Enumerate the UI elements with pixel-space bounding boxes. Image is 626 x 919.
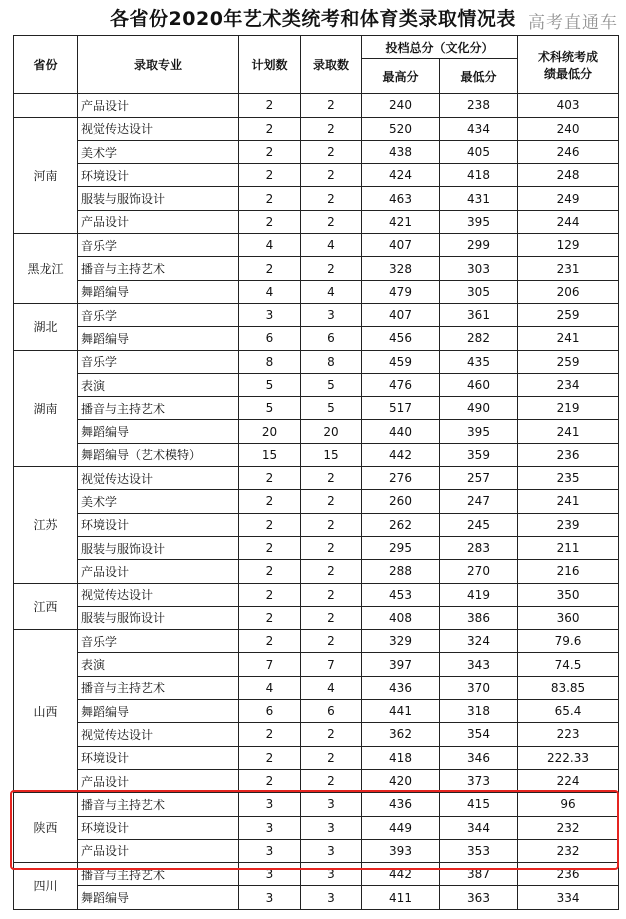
max-score-cell: 408	[362, 606, 440, 629]
min-score-cell: 418	[440, 164, 518, 187]
plan-cell: 3	[239, 816, 301, 839]
major-cell: 舞蹈编导	[78, 886, 239, 909]
art-min-score-cell: 232	[518, 816, 619, 839]
min-score-cell: 318	[440, 700, 518, 723]
admitted-cell: 3	[301, 839, 362, 862]
art-min-score-cell: 236	[518, 863, 619, 886]
admitted-cell: 3	[301, 303, 362, 326]
min-score-cell: 435	[440, 350, 518, 373]
admitted-cell: 4	[301, 280, 362, 303]
table-row	[14, 513, 619, 536]
major-cell: 舞蹈编导	[78, 280, 239, 303]
table-row	[14, 676, 619, 699]
admitted-cell: 3	[301, 816, 362, 839]
table-row	[14, 140, 619, 163]
plan-cell: 8	[239, 350, 301, 373]
plan-cell: 2	[239, 187, 301, 210]
major-cell: 产品设计	[78, 210, 239, 233]
plan-cell: 4	[239, 280, 301, 303]
admitted-cell: 2	[301, 513, 362, 536]
admitted-cell: 2	[301, 536, 362, 559]
table-row	[14, 700, 619, 723]
max-score-cell: 459	[362, 350, 440, 373]
major-cell: 视觉传达设计	[78, 117, 239, 140]
max-score-cell: 329	[362, 630, 440, 653]
art-min-score-cell: 65.4	[518, 700, 619, 723]
min-score-cell: 361	[440, 303, 518, 326]
table-row	[14, 606, 619, 629]
header-min: 最低分	[440, 59, 518, 94]
min-score-cell: 247	[440, 490, 518, 513]
plan-cell: 7	[239, 653, 301, 676]
min-score-cell: 353	[440, 839, 518, 862]
table-row	[14, 164, 619, 187]
table-row	[14, 257, 619, 280]
min-score-cell: 370	[440, 676, 518, 699]
max-score-cell: 260	[362, 490, 440, 513]
major-cell: 环境设计	[78, 164, 239, 187]
province-cell: 湖北	[14, 303, 78, 350]
province-cell: 山西	[14, 630, 78, 793]
min-score-cell: 299	[440, 234, 518, 257]
table-row	[14, 443, 619, 466]
table-row	[14, 490, 619, 513]
major-cell: 服装与服饰设计	[78, 187, 239, 210]
header-total-score: 投档总分（文化分）	[362, 36, 518, 59]
min-score-cell: 405	[440, 140, 518, 163]
min-score-cell: 257	[440, 467, 518, 490]
plan-cell: 15	[239, 443, 301, 466]
table-row	[14, 746, 619, 769]
max-score-cell: 463	[362, 187, 440, 210]
admitted-cell: 2	[301, 583, 362, 606]
art-min-score-cell: 360	[518, 606, 619, 629]
min-score-cell: 346	[440, 746, 518, 769]
admitted-cell: 2	[301, 117, 362, 140]
max-score-cell: 479	[362, 280, 440, 303]
admitted-cell: 4	[301, 234, 362, 257]
min-score-cell: 419	[440, 583, 518, 606]
table-row	[14, 816, 619, 839]
max-score-cell: 418	[362, 746, 440, 769]
table-row	[14, 327, 619, 350]
max-score-cell: 328	[362, 257, 440, 280]
max-score-cell: 520	[362, 117, 440, 140]
table-row	[14, 560, 619, 583]
max-score-cell: 240	[362, 94, 440, 117]
table-row	[14, 94, 619, 117]
major-cell: 产品设计	[78, 769, 239, 792]
min-score-cell: 386	[440, 606, 518, 629]
art-min-score-cell: 259	[518, 303, 619, 326]
max-score-cell: 397	[362, 653, 440, 676]
major-cell: 音乐学	[78, 303, 239, 326]
watermark: 高考直通车	[528, 13, 618, 33]
plan-cell: 2	[239, 513, 301, 536]
major-cell: 舞蹈编导	[78, 700, 239, 723]
major-cell: 产品设计	[78, 560, 239, 583]
admitted-cell: 6	[301, 700, 362, 723]
art-min-score-cell: 224	[518, 769, 619, 792]
table-row	[14, 187, 619, 210]
major-cell: 产品设计	[78, 839, 239, 862]
max-score-cell: 441	[362, 700, 440, 723]
table-row	[14, 420, 619, 443]
min-score-cell: 434	[440, 117, 518, 140]
plan-cell: 2	[239, 560, 301, 583]
major-cell: 播音与主持艺术	[78, 863, 239, 886]
art-min-score-cell: 83.85	[518, 676, 619, 699]
admitted-cell: 3	[301, 793, 362, 816]
major-cell: 音乐学	[78, 234, 239, 257]
major-cell: 音乐学	[78, 350, 239, 373]
admission-table	[13, 35, 619, 910]
max-score-cell: 517	[362, 397, 440, 420]
plan-cell: 6	[239, 327, 301, 350]
admitted-cell: 20	[301, 420, 362, 443]
province-cell: 湖南	[14, 350, 78, 466]
header-plan: 计划数	[239, 36, 301, 94]
max-score-cell: 436	[362, 793, 440, 816]
admitted-cell: 2	[301, 94, 362, 117]
province-cell: 黑龙江	[14, 234, 78, 304]
major-cell: 播音与主持艺术	[78, 793, 239, 816]
province-cell: 江苏	[14, 467, 78, 583]
major-cell: 舞蹈编导（艺术模特）	[78, 443, 239, 466]
table-row	[14, 117, 619, 140]
admitted-cell: 5	[301, 397, 362, 420]
plan-cell: 2	[239, 606, 301, 629]
table-row	[14, 886, 619, 909]
province-cell: 陕西	[14, 793, 78, 863]
max-score-cell: 411	[362, 886, 440, 909]
max-score-cell: 276	[362, 467, 440, 490]
plan-cell: 3	[239, 793, 301, 816]
max-score-cell: 295	[362, 536, 440, 559]
plan-cell: 2	[239, 630, 301, 653]
header-art-min: 术科统考成绩最低分	[518, 36, 619, 94]
admitted-cell: 3	[301, 886, 362, 909]
table-row	[14, 863, 619, 886]
plan-cell: 2	[239, 94, 301, 117]
art-min-score-cell: 211	[518, 536, 619, 559]
max-score-cell: 421	[362, 210, 440, 233]
art-min-score-cell: 403	[518, 94, 619, 117]
admitted-cell: 2	[301, 164, 362, 187]
header-max: 最高分	[362, 59, 440, 94]
art-min-score-cell: 222.33	[518, 746, 619, 769]
table-row	[14, 234, 619, 257]
plan-cell: 2	[239, 140, 301, 163]
table-row	[14, 536, 619, 559]
min-score-cell: 431	[440, 187, 518, 210]
table-row	[14, 653, 619, 676]
max-score-cell: 420	[362, 769, 440, 792]
plan-cell: 2	[239, 210, 301, 233]
min-score-cell: 415	[440, 793, 518, 816]
major-cell: 音乐学	[78, 630, 239, 653]
art-min-score-cell: 129	[518, 234, 619, 257]
table-row	[14, 630, 619, 653]
major-cell: 播音与主持艺术	[78, 676, 239, 699]
admitted-cell: 2	[301, 187, 362, 210]
plan-cell: 2	[239, 536, 301, 559]
plan-cell: 2	[239, 723, 301, 746]
major-cell: 环境设计	[78, 746, 239, 769]
min-score-cell: 343	[440, 653, 518, 676]
art-min-score-cell: 74.5	[518, 653, 619, 676]
header-admitted: 录取数	[301, 36, 362, 94]
admitted-cell: 2	[301, 630, 362, 653]
admitted-cell: 2	[301, 490, 362, 513]
art-min-score-cell: 232	[518, 839, 619, 862]
table-row	[14, 467, 619, 490]
max-score-cell: 424	[362, 164, 440, 187]
plan-cell: 6	[239, 700, 301, 723]
max-score-cell: 440	[362, 420, 440, 443]
art-min-score-cell: 79.6	[518, 630, 619, 653]
admitted-cell: 2	[301, 210, 362, 233]
plan-cell: 3	[239, 303, 301, 326]
art-min-score-cell: 234	[518, 373, 619, 396]
major-cell: 服装与服饰设计	[78, 606, 239, 629]
max-score-cell: 362	[362, 723, 440, 746]
major-cell: 舞蹈编导	[78, 420, 239, 443]
table-row	[14, 280, 619, 303]
major-cell: 视觉传达设计	[78, 467, 239, 490]
major-cell: 视觉传达设计	[78, 583, 239, 606]
province-cell: 四川	[14, 863, 78, 910]
min-score-cell: 303	[440, 257, 518, 280]
art-min-score-cell: 239	[518, 513, 619, 536]
table-row	[14, 793, 619, 816]
min-score-cell: 395	[440, 420, 518, 443]
plan-cell: 2	[239, 746, 301, 769]
admitted-cell: 4	[301, 676, 362, 699]
art-min-score-cell: 216	[518, 560, 619, 583]
min-score-cell: 373	[440, 769, 518, 792]
art-min-score-cell: 96	[518, 793, 619, 816]
plan-cell: 2	[239, 117, 301, 140]
table-row	[14, 210, 619, 233]
max-score-cell: 442	[362, 863, 440, 886]
province-cell	[14, 94, 78, 117]
major-cell: 美术学	[78, 140, 239, 163]
art-min-score-cell: 249	[518, 187, 619, 210]
plan-cell: 3	[239, 863, 301, 886]
art-min-score-cell: 259	[518, 350, 619, 373]
art-min-score-cell: 334	[518, 886, 619, 909]
max-score-cell: 262	[362, 513, 440, 536]
plan-cell: 3	[239, 839, 301, 862]
table-row	[14, 839, 619, 862]
max-score-cell: 442	[362, 443, 440, 466]
table-row	[14, 769, 619, 792]
province-cell: 江西	[14, 583, 78, 630]
table-row	[14, 373, 619, 396]
page-title: 各省份2020年艺术类统考和体育类录取情况表	[110, 8, 516, 30]
table-row	[14, 303, 619, 326]
max-score-cell: 436	[362, 676, 440, 699]
art-min-score-cell: 350	[518, 583, 619, 606]
major-cell: 环境设计	[78, 816, 239, 839]
art-min-score-cell: 219	[518, 397, 619, 420]
table-row	[14, 723, 619, 746]
admitted-cell: 2	[301, 140, 362, 163]
art-min-score-cell: 231	[518, 257, 619, 280]
min-score-cell: 460	[440, 373, 518, 396]
admitted-cell: 2	[301, 560, 362, 583]
admitted-cell: 15	[301, 443, 362, 466]
plan-cell: 2	[239, 769, 301, 792]
admitted-cell: 6	[301, 327, 362, 350]
max-score-cell: 407	[362, 303, 440, 326]
major-cell: 舞蹈编导	[78, 327, 239, 350]
admitted-cell: 2	[301, 606, 362, 629]
admitted-cell: 2	[301, 723, 362, 746]
plan-cell: 2	[239, 583, 301, 606]
plan-cell: 20	[239, 420, 301, 443]
admitted-cell: 2	[301, 467, 362, 490]
admitted-cell: 8	[301, 350, 362, 373]
plan-cell: 3	[239, 886, 301, 909]
art-min-score-cell: 241	[518, 420, 619, 443]
max-score-cell: 456	[362, 327, 440, 350]
art-min-score-cell: 223	[518, 723, 619, 746]
admitted-cell: 2	[301, 746, 362, 769]
max-score-cell: 438	[362, 140, 440, 163]
major-cell: 服装与服饰设计	[78, 536, 239, 559]
art-min-score-cell: 241	[518, 490, 619, 513]
admitted-cell: 2	[301, 257, 362, 280]
art-min-score-cell: 246	[518, 140, 619, 163]
major-cell: 视觉传达设计	[78, 723, 239, 746]
major-cell: 播音与主持艺术	[78, 257, 239, 280]
art-min-score-cell: 240	[518, 117, 619, 140]
max-score-cell: 288	[362, 560, 440, 583]
admitted-cell: 3	[301, 863, 362, 886]
min-score-cell: 344	[440, 816, 518, 839]
art-min-score-cell: 244	[518, 210, 619, 233]
admitted-cell: 7	[301, 653, 362, 676]
min-score-cell: 305	[440, 280, 518, 303]
plan-cell: 5	[239, 373, 301, 396]
province-cell: 河南	[14, 117, 78, 233]
admitted-cell: 2	[301, 769, 362, 792]
min-score-cell: 238	[440, 94, 518, 117]
table-body	[14, 94, 619, 909]
major-cell: 表演	[78, 373, 239, 396]
min-score-cell: 283	[440, 536, 518, 559]
min-score-cell: 354	[440, 723, 518, 746]
min-score-cell: 245	[440, 513, 518, 536]
min-score-cell: 395	[440, 210, 518, 233]
art-min-score-cell: 248	[518, 164, 619, 187]
min-score-cell: 363	[440, 886, 518, 909]
plan-cell: 2	[239, 257, 301, 280]
min-score-cell: 324	[440, 630, 518, 653]
major-cell: 产品设计	[78, 94, 239, 117]
max-score-cell: 407	[362, 234, 440, 257]
header-province: 省份	[14, 36, 78, 94]
plan-cell: 5	[239, 397, 301, 420]
max-score-cell: 449	[362, 816, 440, 839]
art-min-score-cell: 235	[518, 467, 619, 490]
max-score-cell: 476	[362, 373, 440, 396]
max-score-cell: 453	[362, 583, 440, 606]
min-score-cell: 359	[440, 443, 518, 466]
major-cell: 美术学	[78, 490, 239, 513]
major-cell: 环境设计	[78, 513, 239, 536]
plan-cell: 4	[239, 234, 301, 257]
table-row	[14, 397, 619, 420]
plan-cell: 2	[239, 164, 301, 187]
table-row	[14, 350, 619, 373]
min-score-cell: 387	[440, 863, 518, 886]
plan-cell: 4	[239, 676, 301, 699]
art-min-score-cell: 241	[518, 327, 619, 350]
major-cell: 表演	[78, 653, 239, 676]
max-score-cell: 393	[362, 839, 440, 862]
art-min-score-cell: 236	[518, 443, 619, 466]
art-min-score-cell: 206	[518, 280, 619, 303]
min-score-cell: 282	[440, 327, 518, 350]
plan-cell: 2	[239, 490, 301, 513]
major-cell: 播音与主持艺术	[78, 397, 239, 420]
min-score-cell: 490	[440, 397, 518, 420]
plan-cell: 2	[239, 467, 301, 490]
min-score-cell: 270	[440, 560, 518, 583]
header-major: 录取专业	[78, 36, 239, 94]
admitted-cell: 5	[301, 373, 362, 396]
table-row	[14, 583, 619, 606]
